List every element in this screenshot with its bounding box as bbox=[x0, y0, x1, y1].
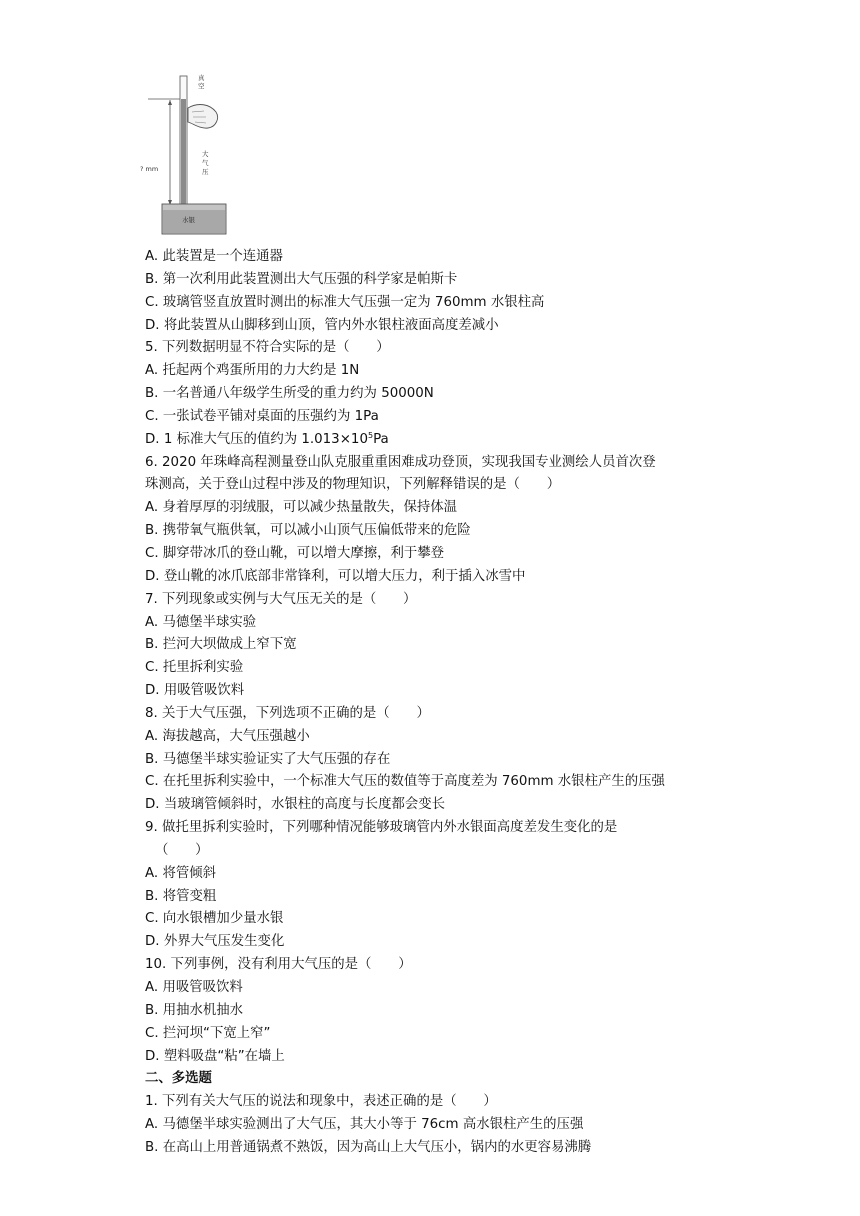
mq1-option-a: A. 马德堡半球实验测出了大气压，其大小等于 76cm 高水银柱产生的压强 bbox=[145, 1117, 584, 1133]
label-atm-2: 气 bbox=[202, 159, 209, 167]
q4-option-c: C. 玻璃管竖直放置时测出的标准大气压强一定为 760mm 水银柱高 bbox=[145, 294, 545, 310]
label-vacuum-bottom: 空 bbox=[198, 82, 205, 90]
q10-option-d: D. 塑料吸盘“粘”在墙上 bbox=[145, 1048, 285, 1064]
q5-option-d-exponent: 5 bbox=[367, 430, 374, 440]
q7-option-a: A. 马德堡半球实验 bbox=[145, 614, 257, 630]
q8-stem: 8. 关于大气压强，下列选项不正确的是（ ） bbox=[145, 705, 430, 721]
q6-option-a: A. 身着厚厚的羽绒服，可以减少热量散失，保持体温 bbox=[145, 500, 458, 516]
q8-option-b: B. 马德堡半球实验证实了大气压强的存在 bbox=[145, 751, 391, 767]
q6-option-d: D. 登山靴的冰爪底部非常锋利，可以增大压力，利于插入冰雪中 bbox=[145, 568, 526, 584]
q10-option-b: B. 用抽水机抽水 bbox=[145, 1002, 244, 1018]
q6-stem-line1: 6. 2020 年珠峰高程测量登山队克服重重困难成功登顶，实现我国专业测绘人员首次登 bbox=[145, 454, 656, 470]
q6-option-c: C. 脚穿带冰爪的登山靴，可以增大摩擦，利于攀登 bbox=[145, 545, 445, 561]
q7-option-d: D. 用吸管吸饮料 bbox=[145, 683, 245, 699]
q8-option-d: D. 当玻璃管倾斜时，水银柱的高度与长度都会变长 bbox=[145, 797, 446, 813]
section-heading-multiple-choice: 二、多选题 bbox=[145, 1071, 212, 1087]
q4-option-a: A. 此装置是一个连通器 bbox=[145, 249, 283, 264]
q7-option-b: B. 拦河大坝做成上窄下宽 bbox=[145, 637, 297, 653]
q5-option-d bbox=[145, 429, 845, 452]
q6-stem-line2: 珠测高，关于登山过程中涉及的物理知识，下列解释错误的是（ ） bbox=[145, 477, 561, 493]
q7-stem: 7. 下列现象或实例与大气压无关的是（ ） bbox=[145, 591, 417, 607]
q9-option-b: B. 将管变粗 bbox=[145, 888, 217, 904]
mq1-option-b: B. 在高山上用普通锅煮不熟饭，因为高山上大气压小，锅内的水更容易沸腾 bbox=[145, 1139, 592, 1155]
q4-option-d: D. 将此装置从山脚移到山顶，管内外水银柱液面高度差减小 bbox=[145, 317, 499, 333]
torricelli-apparatus-figure bbox=[140, 72, 236, 238]
q9-stem-line1: 9. 做托里拆利实验时，下列哪种情况能够玻璃管内外水银面高度差发生变化的是 bbox=[145, 820, 618, 836]
q10-stem: 10. 下列事例，没有利用大气压的是（ ） bbox=[145, 957, 412, 973]
q9-option-d: D. 外界大气压发生变化 bbox=[145, 934, 285, 950]
q10-option-c: C. 拦河坝“下宽上窄” bbox=[145, 1025, 271, 1041]
label-mercury: 水银 bbox=[182, 216, 195, 224]
q5-option-d-text: D. 1 标准大气压的值约为 1.013×10 bbox=[145, 431, 368, 447]
q4-option-b: B. 第一次利用此装置测出大气压强的科学家是帕斯卡 bbox=[145, 271, 458, 287]
label-atm-3: 压 bbox=[202, 168, 209, 176]
q9-option-c: C. 向水银槽加少量水银 bbox=[145, 911, 284, 927]
q9-stem-line2: （ ） bbox=[155, 842, 209, 858]
q8-option-a: A. 海拔越高，大气压强越小 bbox=[145, 728, 310, 744]
q5-option-c: C. 一张试卷平铺对桌面的压强约为 1Pa bbox=[145, 408, 379, 424]
question-text-block bbox=[145, 246, 845, 1160]
q6-option-b: B. 携带氧气瓶供氧，可以减小山顶气压偏低带来的危险 bbox=[145, 523, 471, 539]
q7-option-c: C. 托里拆利实验 bbox=[145, 660, 244, 676]
mq1-stem: 1. 下列有关大气压的说法和现象中，表述正确的是（ ） bbox=[145, 1094, 497, 1110]
q9-option-a: A. 将管倾斜 bbox=[145, 865, 216, 881]
label-atm-1: 大 bbox=[202, 150, 209, 158]
q5-option-d-unit: Pa bbox=[373, 431, 389, 447]
label-vacuum-top: 真 bbox=[198, 74, 205, 82]
q8-option-c: C. 在托里拆利实验中，一个标准大气压的数值等于高度差为 760mm 水银柱产生的压强 bbox=[145, 774, 665, 790]
q10-option-a: A. 用吸管吸饮料 bbox=[145, 980, 243, 995]
q5-option-a: A. 托起两个鸡蛋所用的力大约是 1N bbox=[145, 363, 360, 379]
label-height-unknown: ? mm bbox=[140, 165, 159, 173]
q5-stem: 5. 下列数据明显不符合实际的是（ ） bbox=[145, 340, 390, 356]
q5-option-b: B. 一名普通八年级学生所受的重力约为 50000N bbox=[145, 386, 434, 402]
